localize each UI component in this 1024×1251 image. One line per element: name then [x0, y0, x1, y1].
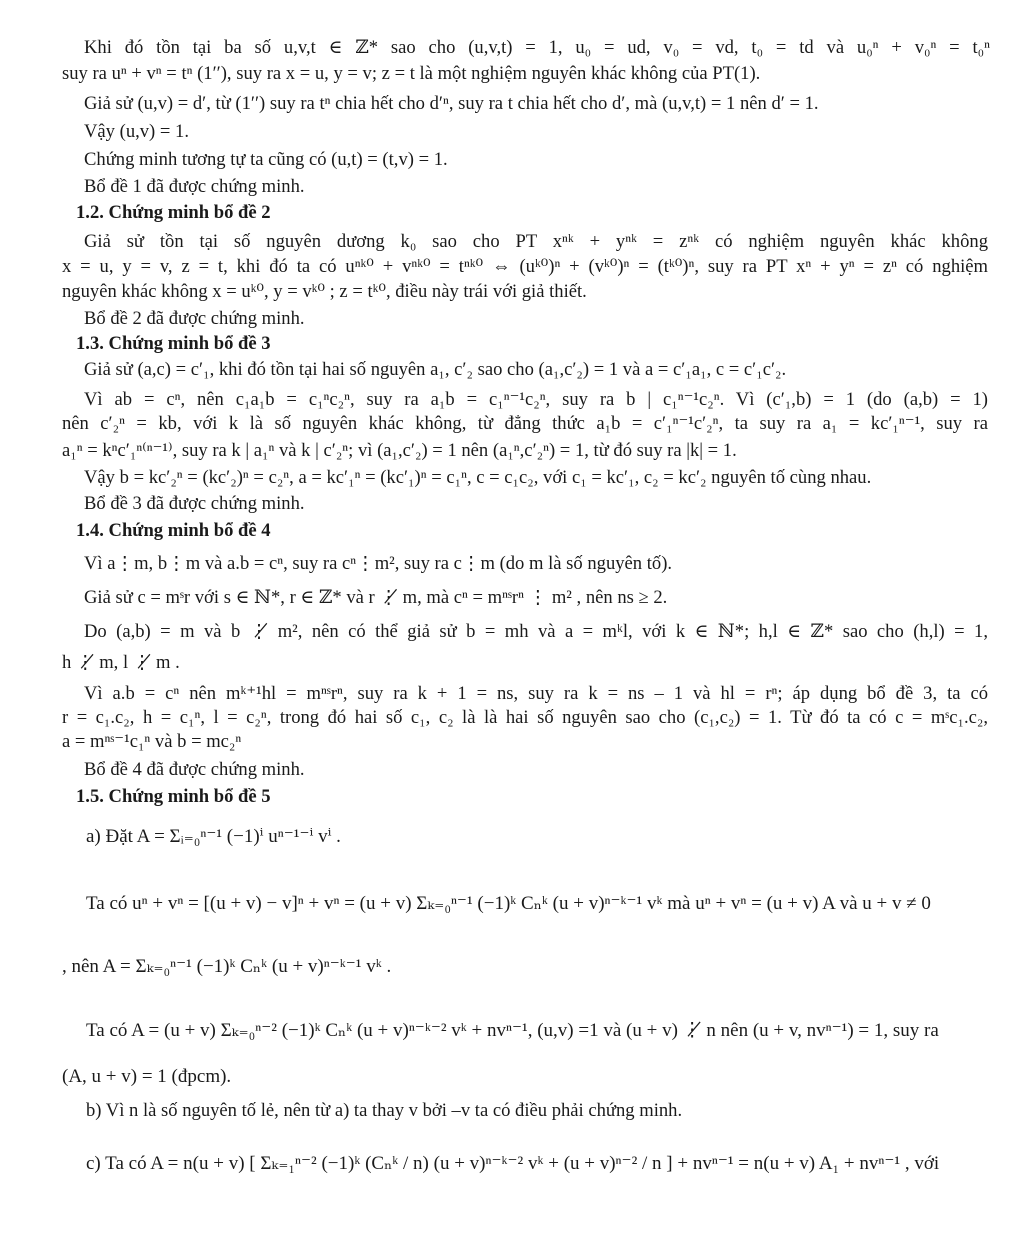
section-heading: 1.5. Chứng minh bổ đề 5 [76, 786, 271, 807]
text-line: r = c₁.c₂, h = c₁ⁿ, l = c₂ⁿ, trong đó hai số c₁, c₂ là là hai số nguyên sao cho (c₁,c₂) = 1. Từ đó ta có c = mˢc₁.c₂, [62, 707, 988, 728]
text-line: x = u, y = v, z = t, khi đó ta có uⁿᵏ⁰ + vⁿᵏ⁰ = tⁿᵏ⁰ ⇔ (uᵏ⁰)ⁿ + (vᵏ⁰)ⁿ = (tᵏ⁰)ⁿ, suy ra PT xⁿ + yⁿ = zⁿ có nghiệm [62, 256, 988, 277]
formula-line: Ta có uⁿ + vⁿ = [(u + v) − v]ⁿ + vⁿ = (u + v) Σₖ₌₀ⁿ⁻¹ (−1)ᵏ Cₙᵏ (u + v)ⁿ⁻ᵏ⁻¹ vᵏ mà uⁿ + vⁿ = (u + v) A và u + v ≠ 0 [86, 893, 931, 914]
text-line: Vì a⋮m, b⋮m và a.b = cⁿ, suy ra cⁿ⋮m², suy ra c⋮m (do m là số nguyên tố). [84, 553, 673, 574]
text-line: h ⋮̸ m, l ⋮̸ m . [62, 652, 180, 673]
formula-line: Ta có A = (u + v) Σₖ₌₀ⁿ⁻² (−1)ᵏ Cₙᵏ (u + v)ⁿ⁻ᵏ⁻² vᵏ + nvⁿ⁻¹, (u,v) =1 và (u + v) ⋮̸ n nên (u + v, nvⁿ⁻¹) = 1, suy ra [86, 1020, 939, 1041]
text-line: Bổ đề 3 đã được chứng minh. [84, 493, 305, 514]
text-line: Vì ab = cⁿ, nên c₁a₁b = c₁ⁿc₂ⁿ, suy ra a₁b = c₁ⁿ⁻¹c₂ⁿ, suy ra b | c₁ⁿ⁻¹c₂ⁿ. Vì (c′₁,b) = 1 (do (a,b) = 1) [84, 389, 988, 410]
text-line: nguyên khác không x = uᵏ⁰, y = vᵏ⁰ ; z = tᵏ⁰, điều này trái với giả thiết. [62, 281, 587, 302]
text-line: a = mⁿˢ⁻¹c₁ⁿ và b = mc₂ⁿ [62, 731, 242, 752]
section-heading: 1.4. Chứng minh bổ đề 4 [76, 520, 271, 541]
formula-line: (A, u + v) = 1 (đpcm). [62, 1066, 232, 1087]
text-line: Giả sử (u,v) = d′, từ (1′′) suy ra tⁿ chia hết cho d′ⁿ, suy ra t chia hết cho d′, mà (u,v,t) = 1 nên d′ = 1. [84, 93, 819, 114]
text-line: suy ra uⁿ + vⁿ = tⁿ (1′′), suy ra x = u, y = v; z = t là một nghiệm nguyên khác không của PT(1). [62, 63, 761, 84]
text-line: Vì a.b = cⁿ nên mᵏ⁺¹hl = mⁿˢrⁿ, suy ra k + 1 = ns, suy ra k = ns – 1 và hl = rⁿ; áp dụng bổ đề 3, ta có [84, 683, 988, 704]
section-heading: 1.3. Chứng minh bổ đề 3 [76, 333, 271, 354]
text-line: Giả sử (a,c) = c′₁, khi đó tồn tại hai số nguyên a₁, c′₂ sao cho (a₁,c′₂) = 1 và a = c′₁a₁, c = c′₁c′₂. [84, 359, 787, 380]
text-line: Bổ đề 2 đã được chứng minh. [84, 308, 305, 329]
formula-line: , nên A = Σₖ₌₀ⁿ⁻¹ (−1)ᵏ Cₙᵏ (u + v)ⁿ⁻ᵏ⁻¹ vᵏ . [62, 956, 392, 977]
text-line: b) Vì n là số nguyên tố lẻ, nên từ a) ta thay v bởi –v ta có điều phải chứng minh. [86, 1100, 683, 1121]
text-line: Vậy (u,v) = 1. [84, 121, 189, 142]
formula-line: c) Ta có A = n(u + v) [ Σₖ₌₁ⁿ⁻² (−1)ᵏ (Cₙᵏ / n) (u + v)ⁿ⁻ᵏ⁻² vᵏ + (u + v)ⁿ⁻² / n ] + nvⁿ⁻¹ = n(u + v) A₁ + nvⁿ⁻¹ , với [86, 1153, 940, 1174]
text-line: Khi đó tồn tại ba số u,v,t ∈ ℤ* sao cho (u,v,t) = 1, u₀ = ud, v₀ = vd, t₀ = td và u₀ⁿ + v₀ⁿ = t₀ⁿ [84, 37, 990, 58]
formula-line: a) Đặt A = Σᵢ₌₀ⁿ⁻¹ (−1)ⁱ uⁿ⁻¹⁻ⁱ vⁱ . [86, 826, 341, 847]
text-line: Giả sử tồn tại số nguyên dương k₀ sao cho PT xⁿᵏ + yⁿᵏ = zⁿᵏ có nghiệm nguyên khác không [84, 231, 988, 252]
text-line: Bổ đề 1 đã được chứng minh. [84, 176, 305, 197]
text-line: Bổ đề 4 đã được chứng minh. [84, 759, 305, 780]
section-heading: 1.2. Chứng minh bổ đề 2 [76, 202, 271, 223]
text-line: Giả sử c = mˢr với s ∈ ℕ*, r ∈ ℤ* và r ⋮̸ m, mà cⁿ = mⁿˢrⁿ ⋮ m² , nên ns ≥ 2. [84, 587, 668, 608]
text-line: Vậy b = kc′₂ⁿ = (kc′₂)ⁿ = c₂ⁿ, a = kc′₁ⁿ = (kc′₁)ⁿ = c₁ⁿ, c = c₁c₂, với c₁ = kc′₁, c₂ = kc′₂ nguyên tố cùng nhau. [84, 467, 872, 488]
text-line: Chứng minh tương tự ta cũng có (u,t) = (t,v) = 1. [84, 149, 448, 170]
text-line: a₁ⁿ = kⁿc′₁ⁿ⁽ⁿ⁻¹⁾, suy ra k | a₁ⁿ và k | c′₂ⁿ; vì (a₁,c′₂) = 1 nên (a₁ⁿ,c′₂ⁿ) = 1, từ đó suy ra |k| = 1. [62, 440, 737, 461]
text-line: nên c′₂ⁿ = kb, với k là số nguyên khác không, từ đẳng thức a₁b = c′₁ⁿ⁻¹c′₂ⁿ, ta suy ra a₁ = kc′₁ⁿ⁻¹, suy ra [62, 413, 988, 434]
text-line: Do (a,b) = m và b ⋮̸ m², nên có thể giả sử b = mh và a = mᵏl, với k ∈ ℕ*; h,l ∈ ℤ* sao cho (h,l) = 1, [84, 621, 988, 642]
